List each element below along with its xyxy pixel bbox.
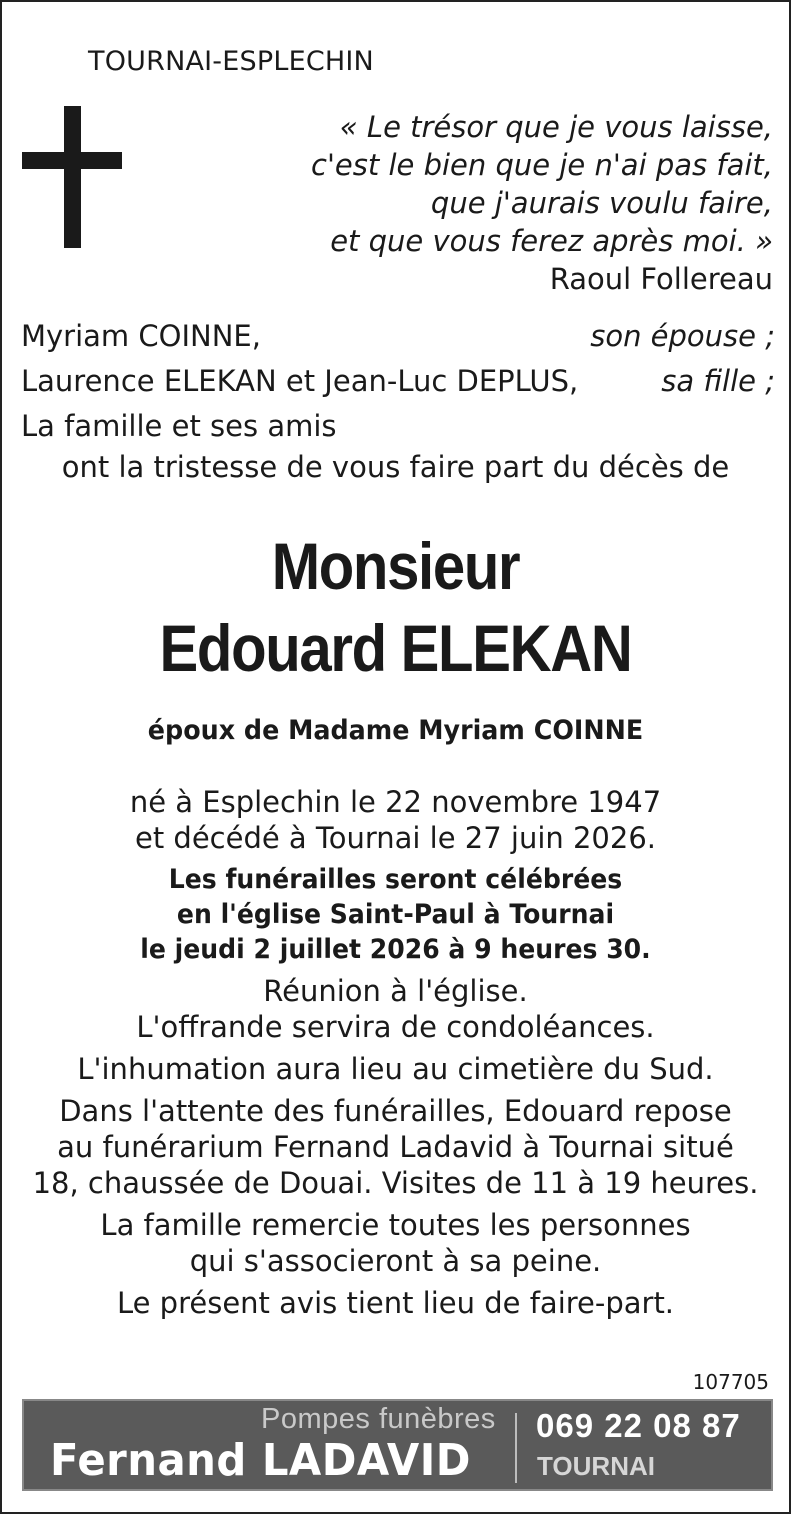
spouse-line: époux de Madame Myriam COINNE: [147, 715, 644, 746]
birth-line: né à Esplechin le 22 novembre 1947: [129, 785, 662, 819]
burial-line: L'inhumation aura lieu au cimetière du Sud.: [77, 1052, 714, 1086]
thanks-line: qui s'associeront à sa peine.: [189, 1244, 602, 1278]
quote-author: Raoul Follereau: [549, 262, 773, 296]
quote-line: « Le trésor que je vous laisse,: [339, 110, 773, 144]
family-row: [21, 404, 775, 449]
repose-line: Dans l'attente des funérailles, Edouard repose: [59, 1094, 732, 1128]
funeral-line: Les funérailles seront célébrées: [168, 864, 623, 895]
family-member: Myriam COINNE,: [21, 319, 261, 353]
banner-divider: [515, 1413, 517, 1483]
family-member: Laurence ELEKAN et Jean-Luc DEPLUS,: [21, 364, 579, 398]
announcement-text: ont la tristesse de vous faire part du décès de: [61, 450, 730, 484]
funeral-line: le jeudi 2 juillet 2026 à 9 heures 30.: [140, 934, 651, 965]
meeting-line: Réunion à l'église.: [263, 974, 528, 1008]
place-heading: TOURNAI-ESPLECHIN: [88, 46, 374, 77]
family-row: [21, 359, 775, 404]
cross-icon: [22, 106, 122, 248]
offering-line: L'offrande servira de condoléances.: [136, 1010, 655, 1044]
deceased-title: Monsieur: [271, 529, 520, 603]
details-block: [2, 784, 789, 1321]
deceased-name: [49, 525, 742, 689]
banner-city: TOURNAI: [537, 1451, 655, 1481]
repose-line: au funérarium Fernand Ladavid à Tournai situé: [57, 1130, 734, 1164]
banner-brand: Fernand LADAVID: [50, 1435, 471, 1486]
quote-line: que j'aurais voulu faire,: [430, 186, 773, 220]
repose-line: 18, chaussée de Douai. Visites de 11 à 19 heures.: [32, 1166, 759, 1200]
death-line: et décédé à Tournai le 27 juin 2026.: [134, 821, 657, 855]
family-member: La famille et ses amis: [21, 409, 337, 443]
funeral-line: en l'église Saint-Paul à Tournai: [176, 899, 615, 930]
family-relation: sa fille ;: [661, 364, 775, 398]
banner-tagline: Pompes funèbres: [261, 1403, 496, 1435]
quote-line: c'est le bien que je n'ai pas fait,: [311, 148, 773, 182]
banner-phone: 069 22 08 87: [536, 1407, 741, 1444]
deceased-fullname: Edouard ELEKAN: [159, 611, 632, 685]
funeral-home-banner: [22, 1399, 773, 1491]
family-relation: son épouse ;: [590, 319, 775, 353]
epigraph-quote: [311, 108, 773, 298]
reference-number: 107705: [692, 1370, 769, 1394]
notice-line: Le présent avis tient lieu de faire-part.: [116, 1286, 675, 1320]
family-row: [21, 314, 775, 359]
thanks-line: La famille remercie toutes les personnes: [100, 1208, 691, 1242]
quote-line: et que vous ferez après moi. »: [330, 224, 773, 258]
family-list: [21, 314, 775, 449]
